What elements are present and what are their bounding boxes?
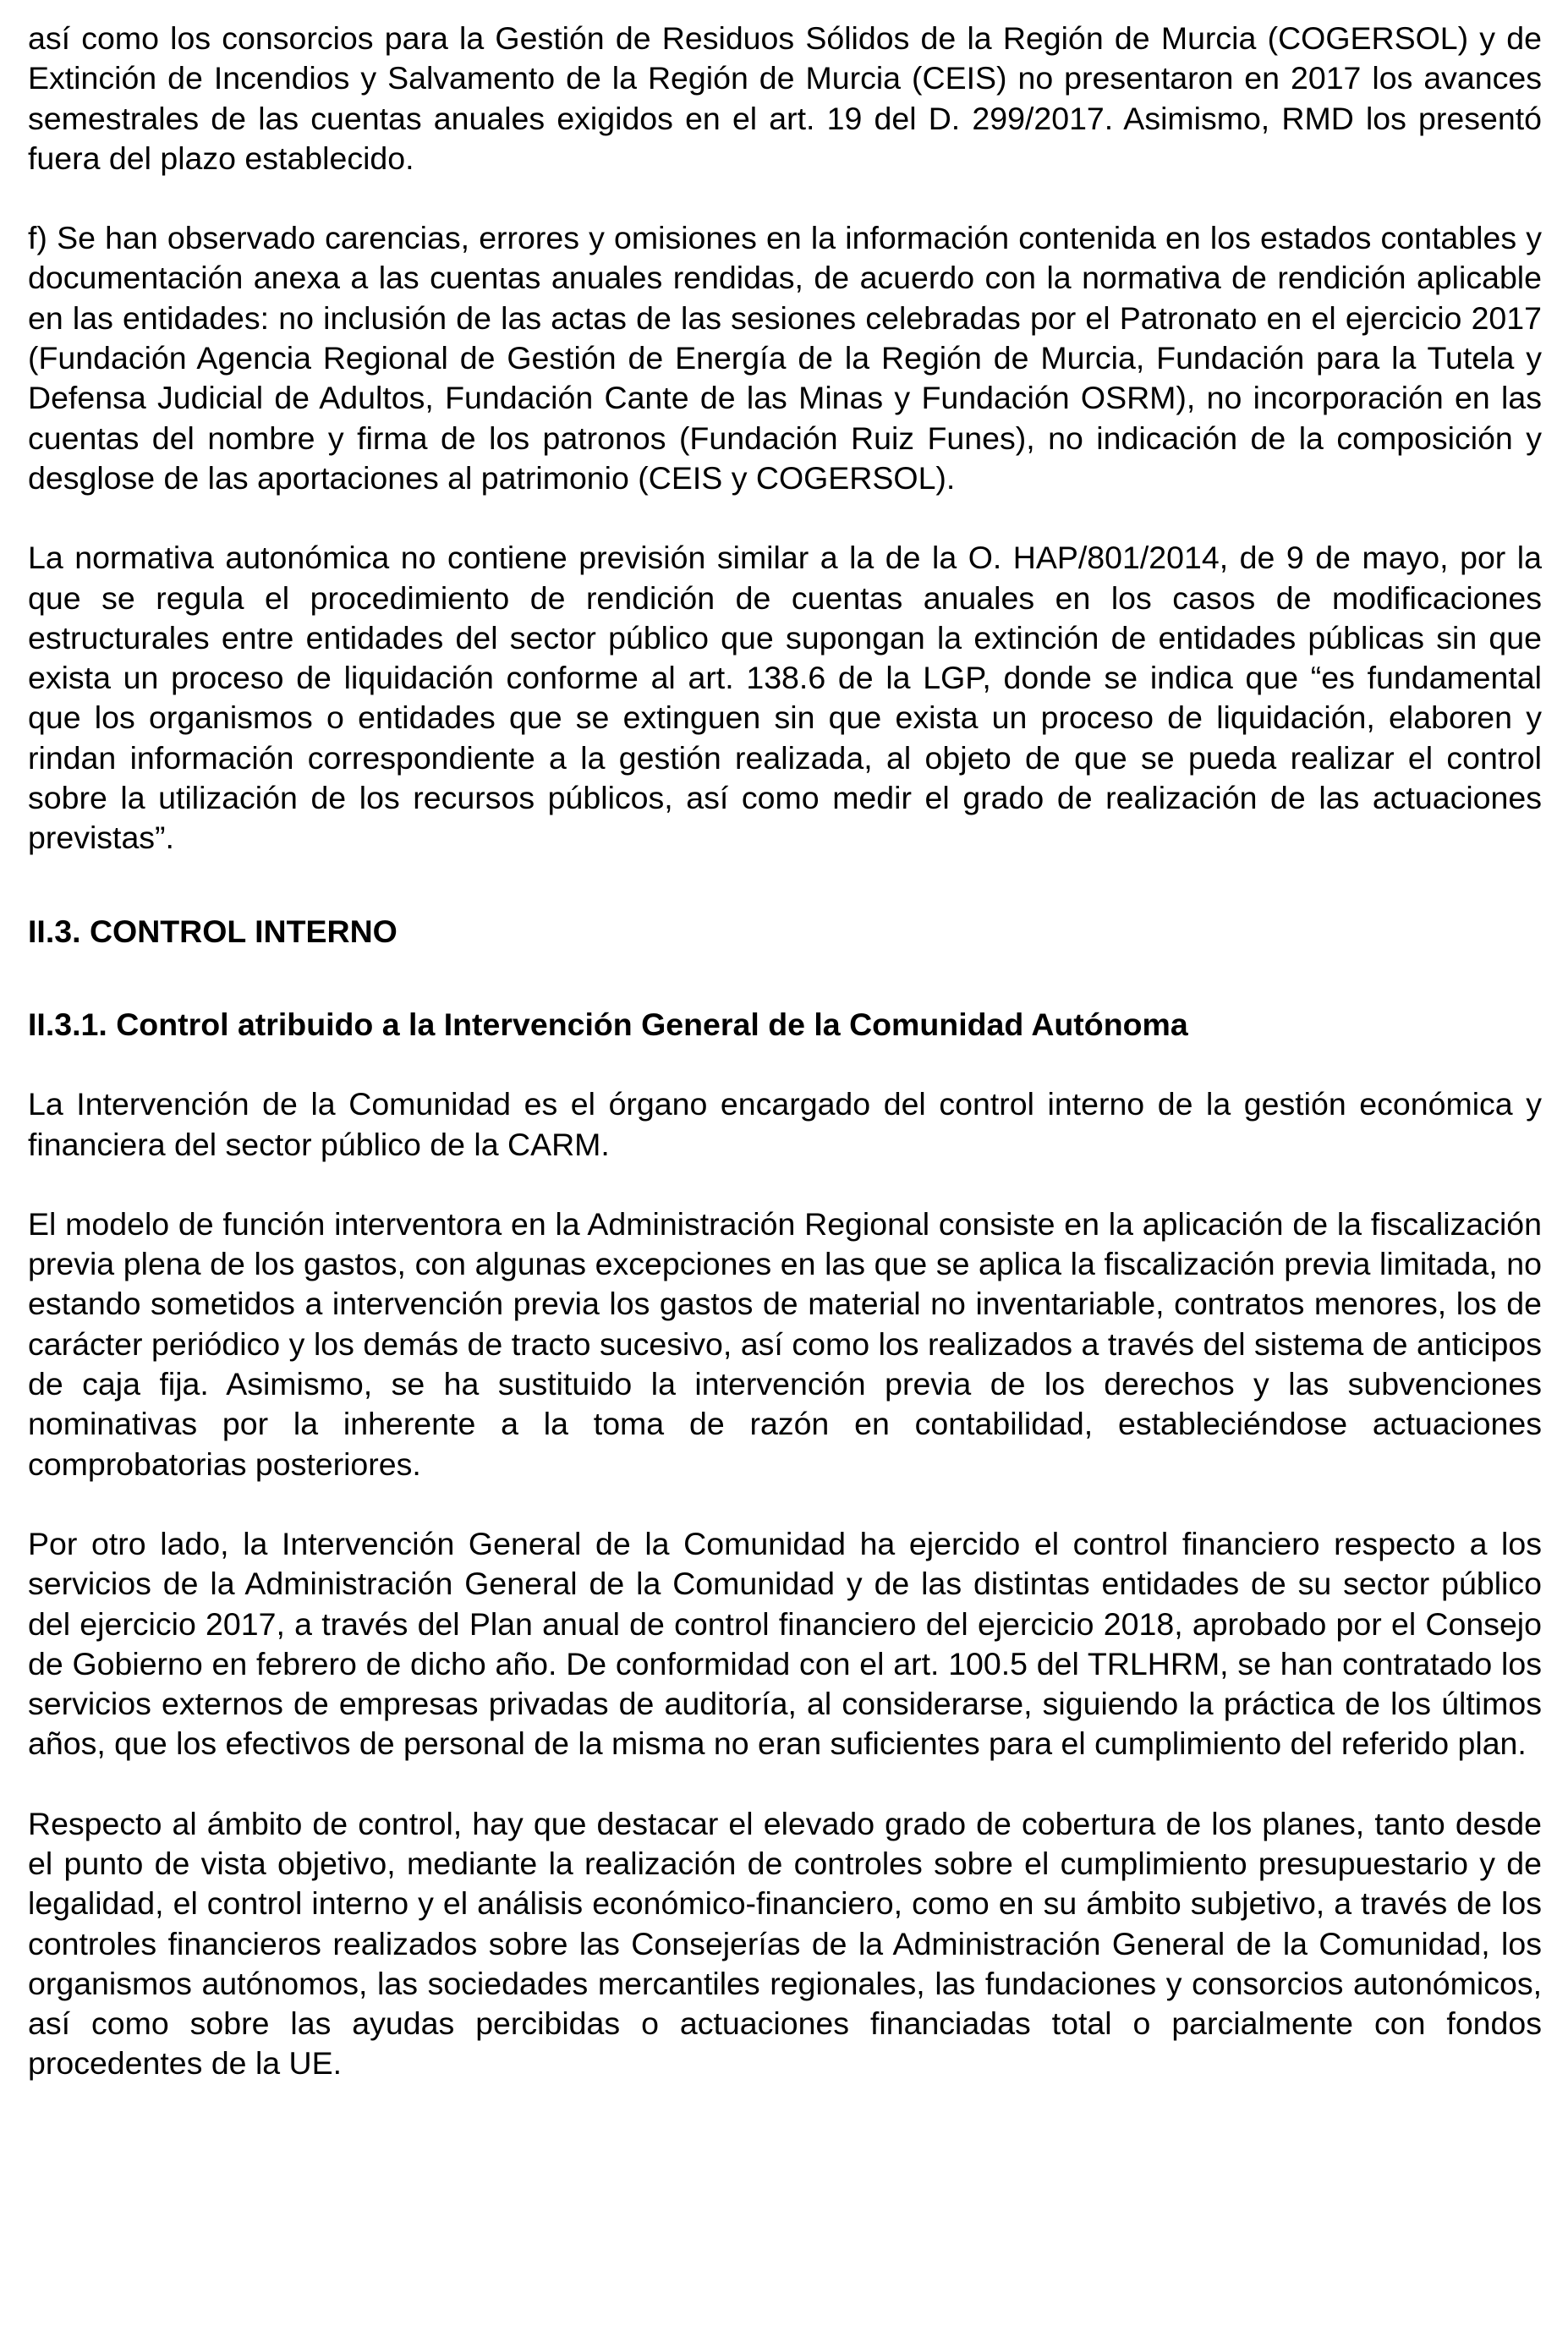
paragraph-normativa-autonomica: La normativa autonómica no contiene previsión similar a la de la O. HAP/801/2014, de 9 de mayo, por la que se regula el procedimiento de rendición de cuentas anuales en los casos de modificaciones estructurales entre entidades del sector público que supongan la extinción de entidades públicas sin que exista un proceso de liquidación conforme al art. 138.6 de la LGP, donde se indica que “es fundamental que los organismos o entidades que se extinguen sin que exista un proceso de liquidación, elaboren y rindan información correspondiente a la gestión realizada, al objeto de que se pueda realizar el control sobre la utilización de los recursos públicos, así como medir el grado de realización de las actuaciones previstas”. <box>28 540 1542 856</box>
paragraph-consorcios: así como los consorcios para la Gestión de Residuos Sólidos de la Región de Murcia (COGERSOL) y de Extinción de Incendios y Salvamento de la Región de Murcia (CEIS) no presentaron en 2017 los avances semestrales de las cuentas anuales exigidos en el art. 19 del D. 299/2017. Asimismo, RMD los presentó fuera del plazo establecido. <box>28 20 1542 176</box>
paragraph-modelo-funcion: El modelo de función interventora en la Administración Regional consiste en la aplicación de la fiscalización previa plena de los gastos, con algunas excepciones en las que se aplica la fiscalización previa limitada, no estando sometidos a intervención previa los gastos de material no inventariable, contratos menores, los de carácter periódico y los demás de tracto sucesivo, así como los realizados a través del sistema de anticipos de caja fija. Asimismo, se ha sustituido la intervención previa de los derechos y las subvenciones nominativas por la inherente a la toma de razón en contabilidad, estableciéndose actuaciones comprobatorias posteriores. <box>28 1205 1542 1482</box>
section-heading: II.3. CONTROL INTERNO <box>28 913 397 949</box>
document-page <box>28 19 1542 2084</box>
paragraph-intervencion: La Intervención de la Comunidad es el órgano encargado del control interno de la gestión económica y financiera del sector público de la CARM. <box>28 1086 1542 1162</box>
paragraph-ambito-control: Respecto al ámbito de control, hay que destacar el elevado grado de cobertura de los planes, tanto desde el punto de vista objetivo, mediante la realización de controles sobre el cumplimiento presupuestario y de legalidad, el control interno y el análisis económico-financiero, como en su ámbito subjetivo, a través de los controles financieros realizados sobre las Consejerías de la Administración General de la Comunidad, los organismos autónomos, las sociedades mercantiles regionales, las fundaciones y consorcios autonómicos, así como sobre las ayudas percibidas o actuaciones financiadas total o parcialmente con fondos procedentes de la UE. <box>28 1805 1542 2082</box>
paragraph-carencias: f) Se han observado carencias, errores y omisiones en la información contenida en los estados contables y documentación anexa a las cuentas anuales rendidas, de acuerdo con la normativa de rendición aplicable en las entidades: no inclusión de las actas de las sesiones celebradas por el Patronato en el ejercicio 2017 (Fundación Agencia Regional de Gestión de Energía de la Región de Murcia, Fundación para la Tutela y Defensa Judicial de Adultos, Fundación Cante de las Minas y Fundación OSRM), no incorporación en las cuentas del nombre y firma de los patronos (Fundación Ruiz Funes), no indicación de la composición y desglose de las aportaciones al patrimonio (CEIS y COGERSOL). <box>28 220 1542 496</box>
subsection-heading: II.3.1. Control atribuido a la Intervención General de la Comunidad Autónoma <box>28 1006 1188 1042</box>
paragraph-control-financiero: Por otro lado, la Intervención General de la Comunidad ha ejercido el control financiero respecto a los servicios de la Administración General de la Comunidad y de las distintas entidades de su sector público del ejercicio 2017, a través del Plan anual de control financiero del ejercicio 2018, aprobado por el Consejo de Gobierno en febrero de dicho año. De conformidad con el art. 100.5 del TRLHRM, se han contratado los servicios externos de empresas privadas de auditoría, al considerarse, siguiendo la práctica de los últimos años, que los efectivos de personal de la misma no eran suficientes para el cumplimiento del referido plan. <box>28 1525 1542 1762</box>
